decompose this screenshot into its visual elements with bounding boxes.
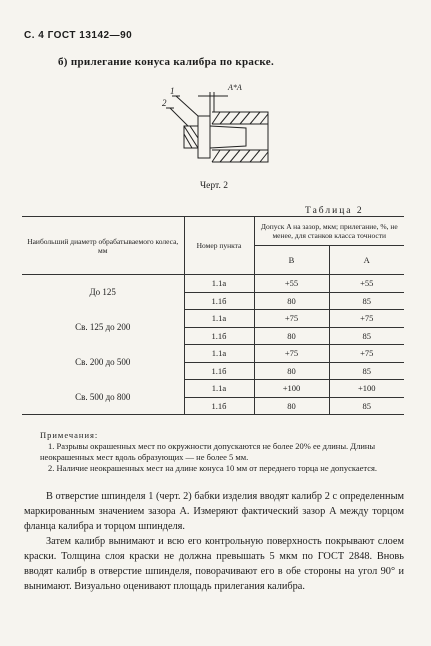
a-cell: 85 bbox=[329, 397, 404, 415]
col-tolerance-header: Допуск A на зазор, мкм; прилегание, %, не менее, для станков класса точности bbox=[254, 217, 404, 246]
item-cell: 1.1а bbox=[184, 310, 254, 328]
diameter-cell: Св. 200 до 500 bbox=[75, 357, 131, 367]
section-title: б) прилегание конуса калибра по краске. bbox=[58, 56, 274, 68]
col-b-header: B bbox=[254, 246, 329, 275]
item-cell: 1.1а bbox=[184, 345, 254, 363]
a-cell: 85 bbox=[329, 292, 404, 310]
notes-block bbox=[40, 430, 400, 474]
item-cell: 1.1а bbox=[184, 275, 254, 293]
item-cell: 1.1б bbox=[184, 397, 254, 415]
a-cell: +100 bbox=[329, 380, 404, 398]
item-cell: 1.1б bbox=[184, 327, 254, 345]
table-row bbox=[22, 310, 404, 328]
b-cell: 80 bbox=[254, 327, 329, 345]
spindle-outline bbox=[212, 112, 268, 162]
figure-caption: Черт. 2 bbox=[200, 181, 228, 191]
diameter-cell: До 125 bbox=[89, 287, 116, 298]
label-1: 1 bbox=[170, 86, 175, 96]
paragraph-2: Затем калибр вынимают и всю его контрольную поверхность покрывают слоем краски. Толщина слоя краски не должна превышать 5 мкм по ГОСТ 2848. Вновь вводят калибр в отверстие шпинделя, поворачивают его в обе стороны на угол 90° и вынимают. Визуально оценивают площадь прилегания калибра. bbox=[24, 536, 404, 592]
label-a: A*A bbox=[228, 83, 242, 92]
drawing-figure bbox=[150, 82, 280, 174]
b-cell: +100 bbox=[254, 380, 329, 398]
gauge-flange bbox=[198, 116, 210, 158]
paragraph-1: В отверстие шпинделя 1 (черт. 2) бабки изделия вводят калибр 2 с определенным маркированным значением зазора A. Измеряют фактический зазор A между торцом фланца калибра и торцом шпинделя. bbox=[24, 491, 404, 532]
a-cell: +75 bbox=[329, 345, 404, 363]
tolerance-table bbox=[22, 216, 404, 415]
item-cell: 1.1а bbox=[184, 380, 254, 398]
note-2: 2. Наличие неокрашенных мест на длине конуса 10 мм от переднего торца не допускается. bbox=[48, 463, 378, 473]
table-row bbox=[22, 380, 404, 398]
col-diameter-header: Наибольший диаметр обрабатываемого колеса, мм bbox=[22, 217, 184, 275]
table-title: Таблица 2 bbox=[305, 206, 364, 216]
b-cell: 80 bbox=[254, 362, 329, 380]
b-cell: +75 bbox=[254, 345, 329, 363]
notes-heading: Примечания: bbox=[40, 430, 99, 440]
body-text bbox=[24, 489, 404, 594]
col-item-header: Номер пункта bbox=[184, 217, 254, 275]
table-row bbox=[22, 345, 404, 363]
b-cell: 80 bbox=[254, 397, 329, 415]
a-cell: 85 bbox=[329, 327, 404, 345]
b-cell: +55 bbox=[254, 275, 329, 293]
col-a-header: A bbox=[329, 246, 404, 275]
table-row bbox=[22, 275, 404, 293]
note-1: 1. Разрывы окрашенных мест по окружности допускаются не более 20% ее длины. Длины неокрашенных мест вдоль образующих — не более 5 мм. bbox=[40, 441, 376, 462]
diameter-cell: Св. 500 до 800 bbox=[22, 380, 184, 415]
label-2: 2 bbox=[162, 98, 167, 108]
item-cell: 1.1б bbox=[184, 292, 254, 310]
page-header: С. 4 ГОСТ 13142—90 bbox=[24, 30, 133, 41]
item-cell: 1.1б bbox=[184, 362, 254, 380]
a-cell: 85 bbox=[329, 362, 404, 380]
a-cell: +75 bbox=[329, 310, 404, 328]
b-cell: 80 bbox=[254, 292, 329, 310]
b-cell: +75 bbox=[254, 310, 329, 328]
gauge-cone bbox=[210, 126, 246, 148]
diameter-cell: Св. 125 до 200 bbox=[75, 322, 131, 332]
a-cell: +55 bbox=[329, 275, 404, 293]
